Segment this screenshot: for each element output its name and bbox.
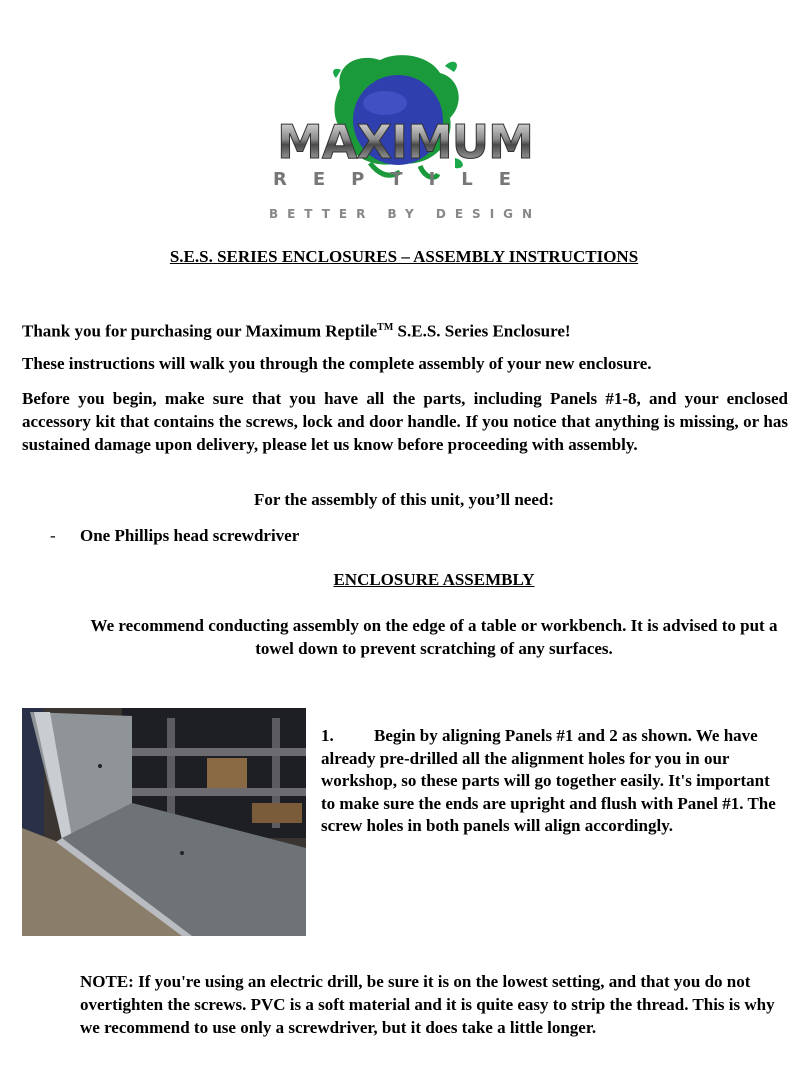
- tools-heading: For the assembly of this unit, you’ll need:: [253, 490, 555, 509]
- bullet-dash: -: [50, 526, 56, 545]
- recommendation-paragraph: We recommend conducting assembly on the edge of a table or workbench. It is advised to put a towel down to prevent scratching of any surfaces.: [90, 616, 778, 658]
- maximum-reptile-logo: [240, 48, 570, 228]
- step-text: Begin by aligning Panels #1 and 2 as shown. We have already pre-drilled all the alignment holes for you in our workshop, so these parts will go together easily. It's important to make sure the ends are upright and flush with Panel #1. The screw holes in both panels will align accordingly.: [321, 726, 776, 835]
- assembly-photo: [22, 708, 306, 936]
- tool-item-text: One Phillips head screwdriver: [80, 526, 300, 545]
- step-1: [321, 725, 787, 838]
- section-heading: ENCLOSURE ASSEMBLY: [333, 570, 535, 589]
- step-number: 1.: [321, 726, 334, 745]
- note-paragraph: NOTE: If you're using an electric drill, be sure it is on the lowest setting, and that you do not overtighten the screws. PVC is a soft material and it is quite easy to strip the thread. This is why we recommend to use only a screwdriver, but it does take a little longer.: [80, 972, 775, 1037]
- logo-tagline: BETTER BY DESIGN: [268, 207, 542, 221]
- thanks-text-end: S.E.S. Series Enclosure!: [393, 321, 571, 341]
- page-title: S.E.S. SERIES ENCLOSURES – ASSEMBLY INSTRUCTIONS: [169, 247, 639, 266]
- trademark-mark: TM: [377, 322, 394, 333]
- parts-check-paragraph: Before you begin, make sure that you have all the parts, including Panels #1-8, and your enclosed accessory kit that contains the screws, lock and door handle. If you notice that anything is missing, or has sustained damage upon delivery, please let us know before proceeding with assembly.: [22, 389, 788, 454]
- thanks-text: Thank you for purchasing our Maximum Reptile: [22, 321, 378, 341]
- tool-list-item: [50, 526, 299, 546]
- thanks-paragraph: [22, 316, 788, 343]
- logo-wordmark: MAXIMUM: [277, 115, 533, 169]
- logo-subword: REPTILE: [272, 169, 538, 190]
- walkthrough-paragraph: These instructions will walk you through the complete assembly of your new enclosure.: [22, 354, 652, 373]
